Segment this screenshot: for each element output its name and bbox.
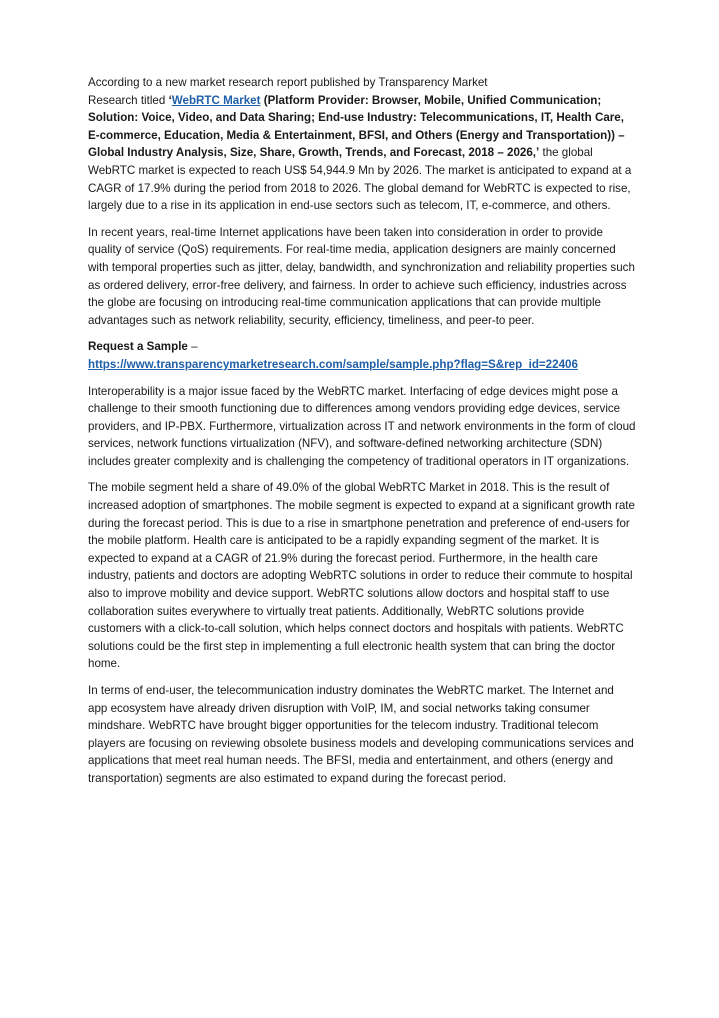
sample-request-link[interactable]: https://www.transparencymarketresearch.com/sample/sample.php?flag=S&rep_id=22406 [88, 357, 578, 371]
intro-prefix: Research titled [88, 93, 169, 107]
report-title: (Platform Provider: Browser, Mobile, Unified Communication; Solution: Voice, Video, and Data Sharing; End-use Industry: Telecommunications, IT, Health Care, E-commerce, Education, Media & Entertainment, BFSI, and Others (Energy and Transportation)) – Global Industry Analysis, Size, Share, Growth, Trends, and Forecast, 2018 – 2026,’ [88, 93, 625, 160]
mobile-segment-paragraph: The mobile segment held a share of 49.0% of the global WebRTC Market in 2018. This is the result of increased adoption of smartphones. The mobile segment is expected to expand at a significant growth rate during the forecast period. This is due to a rise in smartphone penetration and preference of end-users for the mobile platform. Health care is anticipated to be a rapidly expanding segment of the market. It is expected to expand at a CAGR of 21.9% during the forecast period. Furthermore, in the health care industry, patients and doctors are adopting WebRTC solutions in order to reduce their commute to hospital also to improve mobility and device support. WebRTC solutions allow doctors and hospital staff to use collaboration suites everywhere to virtually treat patients. Additionally, WebRTC solutions provide customers with a click-to-call solution, which helps connect doctors and hospitals with patients. WebRTC solutions could be the first step in implementing a full electronic health system that can bring the doctor home. [88, 481, 635, 671]
sample-request [88, 338, 636, 373]
document-page [88, 74, 636, 797]
report-title-open-quote: ‘ [168, 93, 172, 107]
sample-request-label: Request a Sample [88, 340, 188, 354]
qos-paragraph: In recent years, real-time Internet applications have been taken into consideration in order to provide quality of service (QoS) requirements. For real-time media, application designers are mainly concerned with temporal properties such as jitter, delay, bandwidth, and synchronization and reliability properties such as ordered delivery, error-free delivery, and fairness. In order to achieve such efficiency, industries across the globe are focusing on introducing real-time communication applications that can provide multiple advantages such as network reliability, security, efficiency, timeliness, and peer-to peer. [88, 225, 635, 327]
interoperability-paragraph: Interoperability is a major issue faced by the WebRTC market. Interfacing of edge devices might pose a challenge to their smooth functioning due to differences among vendors providing edge devices, service providers, and IP-PBX. Furthermore, virtualization across IT and network environments in the form of cloud services, network functions virtualization (NFV), and software-defined networking architecture (SDN) includes greater complexity and is challenging the competency of traditional operators in IT organizations. [88, 384, 636, 468]
intro-body: the global WebRTC market is expected to reach US$ 54,944.9 Mn by 2026. The market is anticipated to expand at a CAGR of 17.9% during the period from 2018 to 2026. The global demand for WebRTC is expected to rise, largely due to a rise in its application in end-use sectors such as telecom, IT, e-commerce, and others. [88, 146, 632, 213]
intro-paragraph [88, 74, 636, 215]
report-link[interactable]: WebRTC Market [171, 93, 261, 107]
end-user-paragraph: In terms of end-user, the telecommunication industry dominates the WebRTC market. The Internet and app ecosystem have already driven disruption with VoIP, IM, and social networks taking consumer mindshare. WebRTC have brought bigger opportunities for the telecom industry. Traditional telecom players are focusing on reviewing obsolete business models and developing communications services and applications that meet real human needs. The BFSI, media and entertainment, and others (energy and transportation) segments are also estimated to expand during the forecast period. [88, 684, 634, 785]
sample-request-dash: – [187, 340, 198, 354]
intro-line-1: According to a new market research report published by Transparency Market [88, 76, 488, 89]
